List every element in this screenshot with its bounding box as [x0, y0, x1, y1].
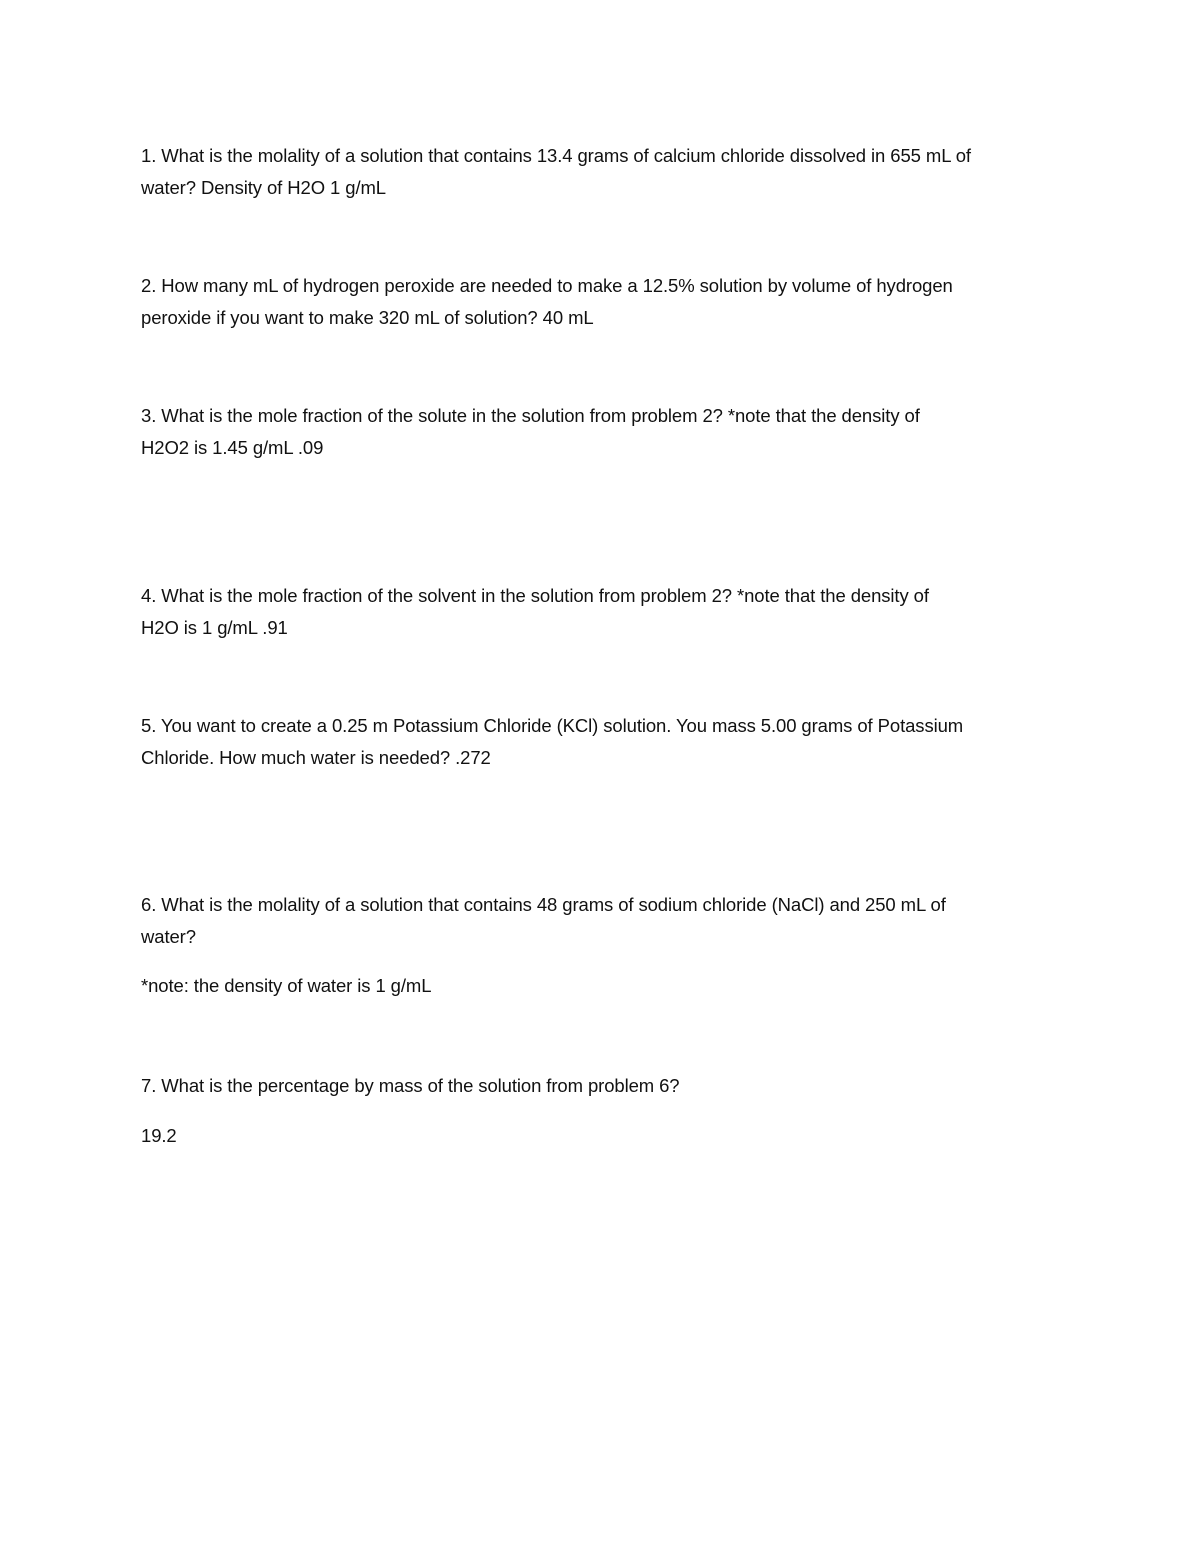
question-5-line-1: 5. You want to create a 0.25 m Potassium Chloride (KCl) solution. You mass 5.00 grams of Potassium [141, 715, 964, 736]
question-5 [141, 710, 1041, 774]
question-5-line-2: Chloride. How much water is needed? .272 [141, 747, 491, 768]
question-2-line-2: peroxide if you want to make 320 mL of solution? 40 mL [141, 307, 594, 328]
question-7-answer-line: 19.2 [141, 1125, 177, 1146]
question-4 [141, 580, 1041, 644]
question-6-note [141, 970, 1041, 1002]
question-6 [141, 889, 1041, 953]
question-4-line-1: 4. What is the mole fraction of the solvent in the solution from problem 2? *note that the density of [141, 585, 929, 606]
question-1-line-2: water? Density of H2O 1 g/mL [141, 177, 386, 198]
question-6-note-line: *note: the density of water is 1 g/mL [141, 975, 432, 996]
question-4-line-2: H2O is 1 g/mL .91 [141, 617, 288, 638]
question-7-line-1: 7. What is the percentage by mass of the solution from problem 6? [141, 1075, 680, 1096]
question-7 [141, 1070, 1041, 1102]
question-3-line-2: H2O2 is 1.45 g/mL .09 [141, 437, 324, 458]
question-7-answer [141, 1120, 1041, 1152]
question-3-line-1: 3. What is the mole fraction of the solute in the solution from problem 2? *note that the density of [141, 405, 920, 426]
question-2 [141, 270, 1041, 334]
question-1-line-1: 1. What is the molality of a solution that contains 13.4 grams of calcium chloride dissolved in 655 mL of [141, 145, 971, 166]
question-6-line-2: water? [141, 926, 196, 947]
question-3 [141, 400, 1041, 464]
question-2-line-1: 2. How many mL of hydrogen peroxide are needed to make a 12.5% solution by volume of hydrogen [141, 275, 953, 296]
question-6-line-1: 6. What is the molality of a solution that contains 48 grams of sodium chloride (NaCl) and 250 mL of [141, 894, 946, 915]
question-1 [141, 140, 1041, 204]
